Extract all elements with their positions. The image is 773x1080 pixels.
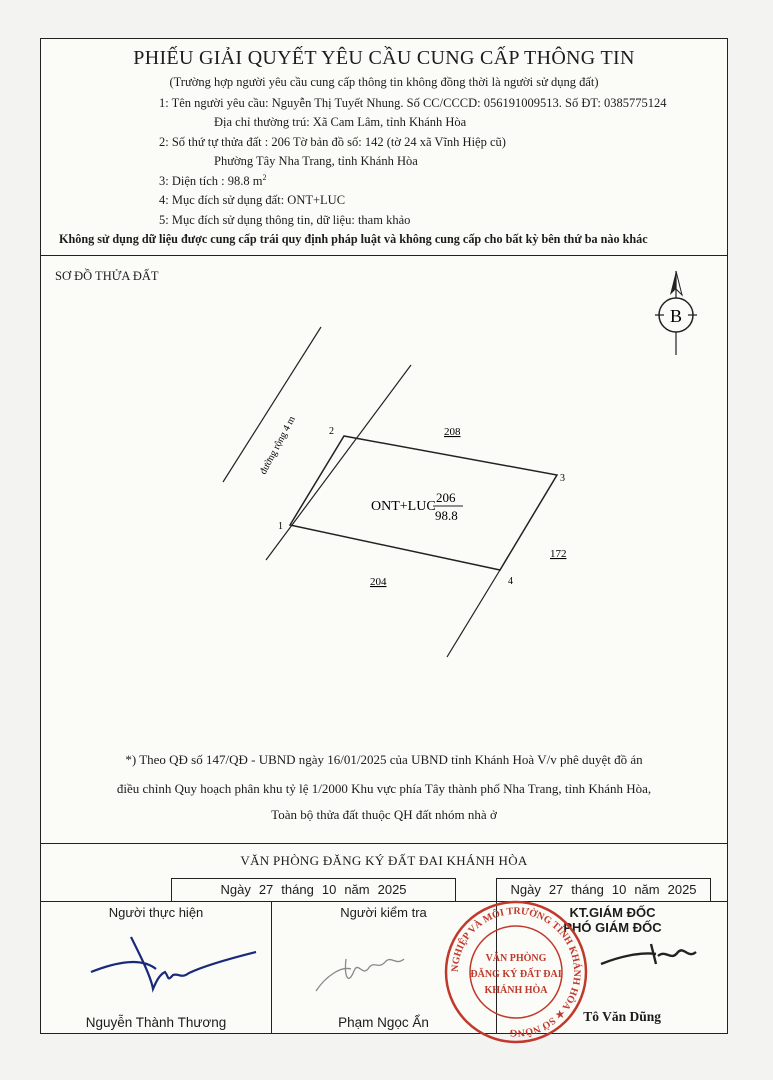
north-label: B bbox=[669, 306, 683, 326]
parcel-diagram bbox=[41, 257, 729, 777]
parcel-use-label: ONT+LUC bbox=[371, 499, 436, 514]
note-line-1: *) Theo QĐ số 147/QĐ - UBND ngày 16/01/2025 của UBND tỉnh Khánh Hoà V/v phê duyệt đồ án bbox=[125, 752, 643, 767]
info-purpose-line: 5: Mục đích sử dụng thông tin, dữ liệu: tham khảo bbox=[159, 213, 411, 227]
diagram-title: SƠ ĐỒ THỬA ĐẤT bbox=[55, 269, 159, 283]
road-edge-right bbox=[266, 365, 411, 560]
vertex-3: 3 bbox=[560, 473, 565, 484]
boundary-extension bbox=[447, 570, 500, 657]
area-line: 3: Diện tích : 98.8 $m^2$ bbox=[159, 173, 267, 189]
signature-1 bbox=[61, 927, 261, 1007]
role-performer: Người thực hiện bbox=[108, 905, 204, 920]
column-divider-1 bbox=[271, 902, 272, 1033]
address-line: Địa chỉ thường trú: Xã Cam Lâm, tỉnh Khánh Hòa bbox=[214, 115, 467, 129]
office-name: VĂN PHÒNG ĐĂNG KÝ ĐẤT ĐAI KHÁNH HÒA bbox=[240, 853, 528, 868]
neighbor-204: 204 bbox=[370, 576, 387, 588]
signer-checker: Phạm Ngọc Ẩn bbox=[338, 1015, 429, 1030]
road-label: đường rộng 4 m bbox=[257, 414, 298, 477]
requester-line: 1: Tên người yêu cầu: Nguyễn Thị Tuyết Nhung. Số CC/CCCD: 056191009513. Số ĐT: 0385775124 bbox=[159, 96, 667, 110]
document-page bbox=[40, 38, 728, 1039]
note-line-2: điều chỉnh Quy hoạch phân khu tỷ lệ 1/2000 Khu vực phía Tây thành phố Nha Trang, tỉnh Khánh Hòa, bbox=[116, 781, 652, 796]
warning-line: Không sử dụng dữ liệu được cung cấp trái quy định pháp luật và không cung cấp cho bất kỳ bên thứ ba nào khác bbox=[59, 232, 648, 246]
date-row-divider bbox=[41, 901, 727, 902]
date-right: Ngày 27 tháng 10 năm 2025 bbox=[496, 878, 711, 902]
footer-divider bbox=[41, 843, 727, 844]
north-arrow-icon bbox=[655, 271, 697, 355]
ward-line: Phường Tây Nha Trang, tỉnh Khánh Hòa bbox=[214, 154, 418, 168]
neighbor-208: 208 bbox=[444, 426, 461, 438]
vertex-4: 4 bbox=[508, 576, 513, 587]
signer-performer: Nguyễn Thành Thương bbox=[85, 1015, 227, 1030]
stamp-line-2: ĐĂNG KÝ ĐẤT ĐAI bbox=[470, 969, 562, 980]
stamp-line-1: VĂN PHÒNG bbox=[485, 953, 547, 964]
stamp-ring-text: NGHIỆP VÀ MÔI TRƯỜNG TỈNH KHÁNH HÒA ★ SỞ NÔNG bbox=[449, 905, 583, 1039]
document-title: PHIẾU GIẢI QUYẾT YÊU CẦU CUNG CẤP THÔNG TIN bbox=[133, 47, 635, 69]
stamp-line-3: KHÁNH HÒA bbox=[484, 985, 548, 996]
vertex-1: 1 bbox=[278, 521, 283, 532]
role-checker: Người kiểm tra bbox=[340, 905, 427, 920]
role-director: KT.GIÁM ĐỐC PHÓ GIÁM ĐỐC bbox=[563, 905, 662, 935]
parcel-area: 98.8 bbox=[435, 508, 458, 523]
vertex-2: 2 bbox=[329, 426, 334, 437]
document-subtitle: (Trường hợp người yêu cầu cung cấp thông tin không đồng thời là người sử dụng đất) bbox=[169, 75, 599, 89]
parcel-number-line: 2: Số thứ tự thửa đất : 206 Tờ bản đồ số: 142 (tờ 24 xã Vĩnh Hiệp cũ) bbox=[159, 135, 506, 149]
date-left: Ngày 27 tháng 10 năm 2025 bbox=[171, 878, 456, 902]
note-line-3: Toàn bộ thửa đất thuộc QH đất nhóm nhà ở bbox=[271, 807, 497, 822]
land-use-line: 4: Mục đích sử dụng đất: ONT+LUC bbox=[159, 193, 346, 207]
signature-3 bbox=[596, 934, 706, 984]
neighbor-172: 172 bbox=[550, 548, 567, 560]
signer-director: Tô Văn Dũng bbox=[583, 1009, 661, 1024]
parcel-number: 206 bbox=[436, 490, 456, 505]
divider bbox=[41, 255, 727, 256]
